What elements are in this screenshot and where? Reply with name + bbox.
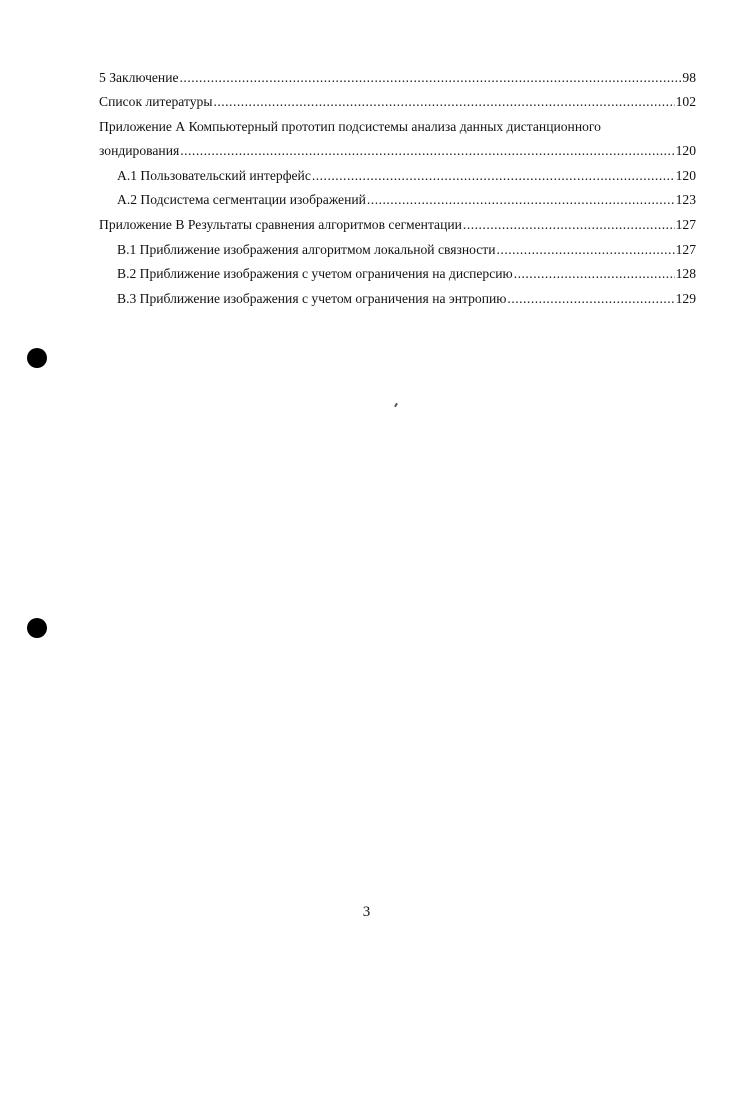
table-of-contents — [99, 70, 696, 315]
toc-leader-dots — [497, 242, 675, 258]
toc-entry-page: 123 — [675, 192, 696, 208]
toc-leader-dots — [463, 217, 675, 233]
toc-entry-page: 129 — [675, 290, 696, 306]
toc-entry[interactable] — [99, 119, 696, 144]
toc-entry-page: 128 — [675, 266, 696, 282]
toc-entry-label: В.2 Приближение изображения с учетом ограничения на дисперсию — [117, 266, 513, 282]
toc-entry-label: зондирования — [99, 143, 180, 159]
toc-entry-page: 120 — [675, 143, 696, 159]
toc-leader-dots — [507, 291, 674, 307]
toc-entry-page: 127 — [675, 216, 696, 232]
toc-leader-dots — [180, 70, 682, 86]
toc-entry-label: А.2 Подсистема сегментации изображений — [117, 192, 366, 208]
toc-entry[interactable] — [99, 192, 696, 217]
punch-hole-bottom — [27, 618, 47, 638]
toc-entry[interactable] — [99, 291, 696, 316]
toc-entry-page: 102 — [675, 94, 696, 109]
toc-entry[interactable] — [99, 143, 696, 168]
toc-entry-page: 120 — [675, 167, 696, 183]
page-number: 3 — [362, 904, 371, 920]
scan-speck — [394, 403, 398, 407]
toc-entry[interactable] — [99, 217, 696, 242]
toc-leader-dots — [180, 143, 674, 159]
toc-entry[interactable] — [99, 266, 696, 291]
toc-leader-dots — [312, 168, 675, 184]
punch-hole-top — [27, 348, 47, 368]
toc-entry-label: Список литературы — [99, 94, 213, 109]
toc-entry-label: Приложение А Компьютерный прототип подсистемы анализа данных дистанционного — [99, 118, 601, 134]
toc-entry[interactable] — [99, 94, 696, 119]
toc-entry-page: 98 — [682, 70, 696, 85]
toc-leader-dots — [514, 266, 675, 282]
toc-entry-label: В.3 Приближение изображения с учетом ограничения на энтропию — [117, 290, 507, 306]
toc-entry-label: 5 Заключение — [99, 70, 179, 85]
toc-leader-dots — [213, 94, 674, 110]
toc-entry[interactable] — [99, 70, 696, 94]
toc-entry-label: В.1 Приближение изображения алгоритмом локальной связности — [117, 241, 496, 257]
toc-entry-label: Приложение В Результаты сравнения алгоритмов сегментации — [99, 216, 462, 232]
toc-entry-page: 127 — [675, 241, 696, 257]
toc-entry-label: А.1 Пользовательский интерфейс — [117, 167, 311, 183]
toc-entry[interactable] — [99, 242, 696, 267]
toc-leader-dots — [367, 192, 675, 208]
toc-entry[interactable] — [99, 168, 696, 193]
